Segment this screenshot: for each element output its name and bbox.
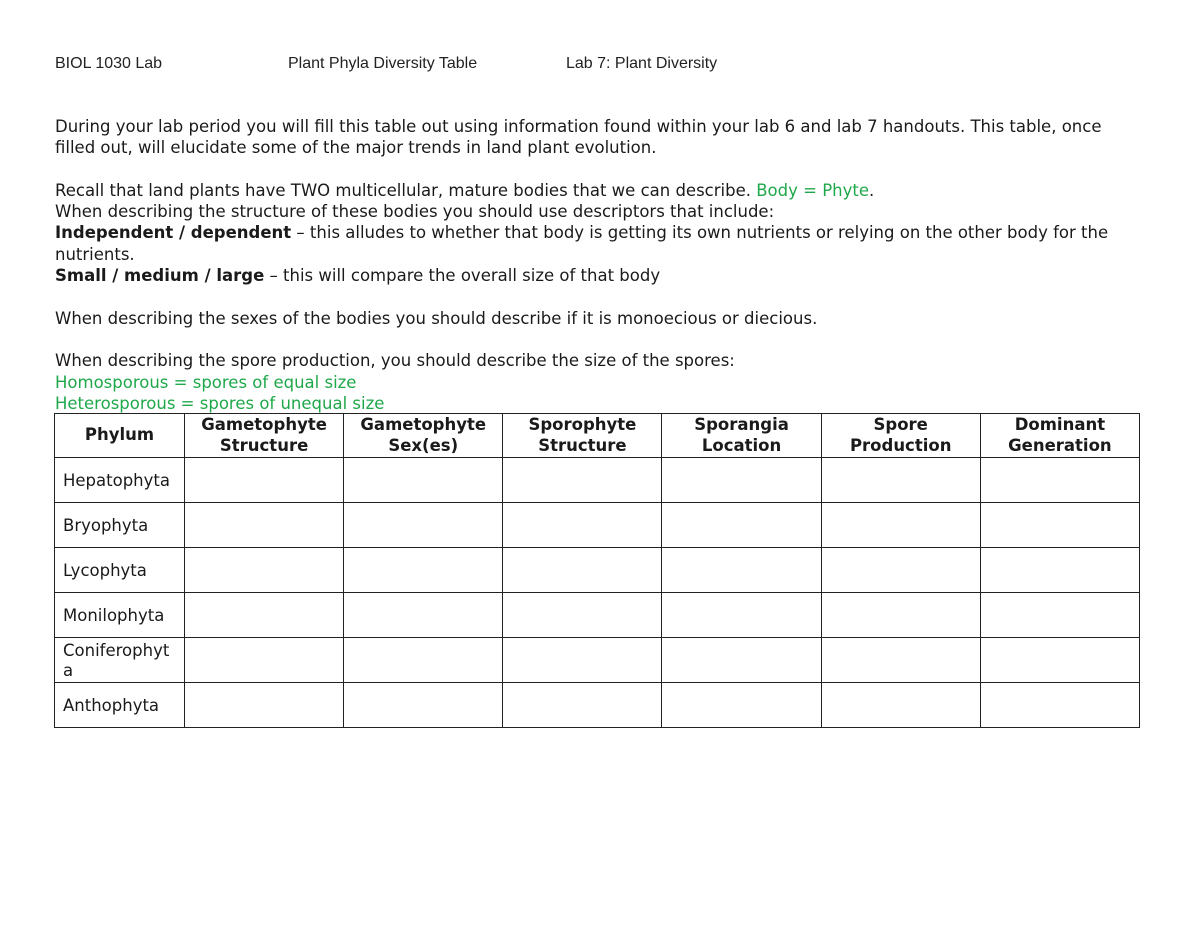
- table-cell[interactable]: [503, 503, 662, 548]
- intro-paragraph: During your lab period you will fill this table out using information found within your lab 6 and lab 7 handouts. This table, once filled out, will elucidate some of the major trends in land plant evolution.: [55, 117, 1102, 158]
- column-header-dominant-generation: Dominant Generation: [980, 414, 1139, 458]
- independent-paragraph: [55, 222, 1145, 265]
- column-header-spore-production: Spore Production: [821, 414, 980, 458]
- table-cell[interactable]: [503, 593, 662, 638]
- table-cell[interactable]: [185, 593, 344, 638]
- table-cell[interactable]: [185, 458, 344, 503]
- phylum-name: Hepatophyta: [55, 458, 185, 503]
- table-cell[interactable]: [185, 683, 344, 728]
- size-description: – this will compare the overall size of that body: [264, 266, 661, 286]
- table-cell[interactable]: [662, 593, 821, 638]
- table-cell[interactable]: [185, 548, 344, 593]
- table-cell[interactable]: [503, 458, 662, 503]
- table-cell[interactable]: [821, 638, 980, 683]
- table-cell[interactable]: [980, 458, 1139, 503]
- table-row: [55, 593, 1140, 638]
- table-cell[interactable]: [662, 683, 821, 728]
- phylum-name: Anthophyta: [55, 683, 185, 728]
- heterosporous-definition: Heterosporous = spores of unequal size: [55, 393, 385, 413]
- table-row: [55, 683, 1140, 728]
- document-title: Plant Phyla Diversity Table: [288, 55, 478, 72]
- table-cell[interactable]: [344, 683, 503, 728]
- column-header-sporophyte-structure: Sporophyte Structure: [503, 414, 662, 458]
- table-cell[interactable]: [344, 458, 503, 503]
- recall-text: Recall that land plants have TWO multicellular, mature bodies that we can describe.: [55, 180, 757, 200]
- table-header-row: [55, 414, 1140, 458]
- size-term: Small / medium / large: [55, 266, 265, 286]
- table-row: [55, 548, 1140, 593]
- structure-intro: When describing the structure of these bodies you should use descriptors that include:: [55, 202, 775, 222]
- table-cell[interactable]: [821, 458, 980, 503]
- page-header: [55, 55, 1155, 77]
- table-cell[interactable]: [980, 593, 1139, 638]
- plant-phyla-table: [54, 413, 1140, 728]
- table-cell[interactable]: [344, 548, 503, 593]
- table-cell[interactable]: [821, 503, 980, 548]
- phylum-name: Lycophyta: [55, 548, 185, 593]
- sexes-paragraph: When describing the sexes of the bodies you should describe if it is monoecious or diecious.: [55, 308, 818, 328]
- table-cell[interactable]: [662, 638, 821, 683]
- table-cell[interactable]: [980, 638, 1139, 683]
- spore-paragraph: When describing the spore production, you should describe the size of the spores:: [55, 351, 735, 371]
- lab-label: Lab 7: Plant Diversity: [566, 55, 718, 72]
- column-header-sporangia-location: Sporangia Location: [662, 414, 821, 458]
- homosporous-definition: Homosporous = spores of equal size: [55, 372, 357, 392]
- body-phyte-highlight: Body = Phyte: [756, 180, 869, 200]
- table-cell[interactable]: [980, 548, 1139, 593]
- column-header-gametophyte-structure: Gametophyte Structure: [185, 414, 344, 458]
- table-cell[interactable]: [503, 638, 662, 683]
- size-paragraph: [55, 265, 1145, 286]
- phylum-name: Monilophyta: [55, 593, 185, 638]
- column-header-gametophyte-sexes: Gametophyte Sex(es): [344, 414, 503, 458]
- table-cell[interactable]: [185, 638, 344, 683]
- table-cell[interactable]: [821, 683, 980, 728]
- phylum-name: Coniferophyta: [55, 638, 185, 683]
- recall-paragraph: [55, 180, 1145, 201]
- table-cell[interactable]: [662, 458, 821, 503]
- table-cell[interactable]: [662, 503, 821, 548]
- table-cell[interactable]: [980, 683, 1139, 728]
- table-body: [55, 458, 1140, 728]
- column-header-phylum: Phylum: [55, 414, 185, 458]
- table-cell[interactable]: [344, 593, 503, 638]
- independent-description: – this alludes to whether that body is getting its own nutrients or relying on the other body for the nutrients.: [55, 223, 1109, 264]
- table-row: [55, 638, 1140, 683]
- table-cell[interactable]: [662, 548, 821, 593]
- independent-term: Independent / dependent: [55, 223, 292, 243]
- table-cell[interactable]: [503, 548, 662, 593]
- recall-period: .: [869, 180, 875, 200]
- table-cell[interactable]: [344, 503, 503, 548]
- table-cell[interactable]: [821, 548, 980, 593]
- course-label: BIOL 1030 Lab: [55, 55, 163, 72]
- phylum-name: Bryophyta: [55, 503, 185, 548]
- table-cell[interactable]: [503, 683, 662, 728]
- table-cell[interactable]: [821, 593, 980, 638]
- table-row: [55, 458, 1140, 503]
- table-cell[interactable]: [344, 638, 503, 683]
- table-row: [55, 503, 1140, 548]
- instructions: [55, 116, 1145, 414]
- table-cell[interactable]: [185, 503, 344, 548]
- table-cell[interactable]: [980, 503, 1139, 548]
